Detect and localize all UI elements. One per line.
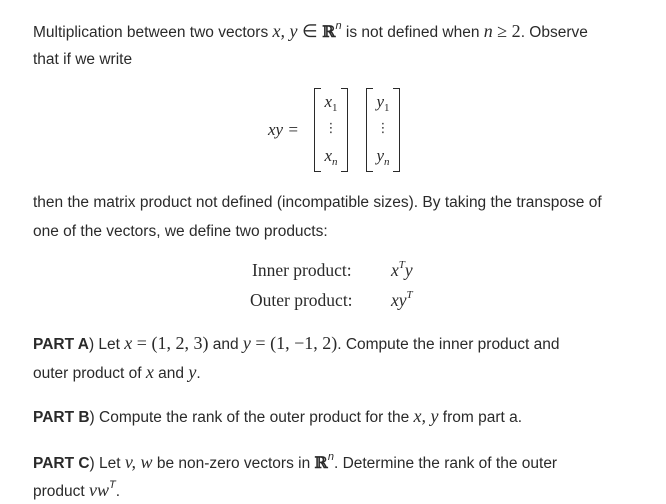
- part-b-line: PART B) Compute the rank of the outer product for the x, y from part a.: [33, 406, 523, 426]
- part-c-line-1: PART C) Let v, w be non-zero vectors in ℝ$^n$. Determine the rank of the outer: [33, 451, 558, 472]
- vector-x-column: [314, 86, 348, 174]
- intro-reals-symbol: ℝ: [322, 22, 336, 41]
- part-a-label: PART A: [33, 336, 89, 353]
- intro-cond-ge: ≥ 2: [492, 21, 521, 41]
- after-eq-line-1: then the matrix product not defined (incompatible sizes). By taking the transpose of: [33, 194, 602, 211]
- part-a-line-1: PART A) Let x = (1, 2, 3) and y = (1, −1, 2). Compute the inner product and: [33, 333, 560, 353]
- intro-in-symbol: ∈: [297, 21, 323, 41]
- vector-x-last-entry: $x_n$: [324, 146, 338, 168]
- part-b-label: PART B: [33, 409, 90, 426]
- inner-product-expr: $x^Ty$: [391, 259, 413, 280]
- intro-text-start: Multiplication between two vectors: [33, 24, 273, 41]
- vector-y-last-entry: $y_n$: [376, 146, 390, 168]
- equation-lhs-text: xy =: [268, 120, 299, 139]
- vector-y-column: [366, 86, 400, 174]
- intro-reals-sup: n: [335, 20, 342, 32]
- vector-x-first-entry: $x_1$: [324, 92, 338, 114]
- vector-x-ellipsis: ⋮: [324, 121, 338, 136]
- part-c-line-2: product $vw^T$.: [33, 479, 121, 500]
- intro-cond-n: n: [483, 21, 493, 41]
- part-c-label: PART C: [33, 455, 90, 472]
- outer-product-expr: $xy^T$: [391, 289, 413, 310]
- outer-product-label: Outer product:: [250, 290, 353, 310]
- intro-line-1: [33, 21, 588, 44]
- inner-product-label: Inner product:: [252, 260, 352, 280]
- after-eq-line-2: one of the vectors, we define two products:: [33, 223, 328, 240]
- intro-text-mid: is not defined when: [341, 24, 484, 41]
- vector-y-ellipsis: ⋮: [376, 121, 390, 136]
- part-a-line-2: outer product of x and y.: [33, 362, 201, 382]
- intro-vars-xy: x, y: [272, 21, 298, 41]
- intro-text-end: . Observe: [520, 24, 588, 41]
- intro-line-2: that if we write: [33, 51, 133, 68]
- equation-lhs: [268, 120, 299, 140]
- vector-y-first-entry: $y_1$: [376, 92, 390, 114]
